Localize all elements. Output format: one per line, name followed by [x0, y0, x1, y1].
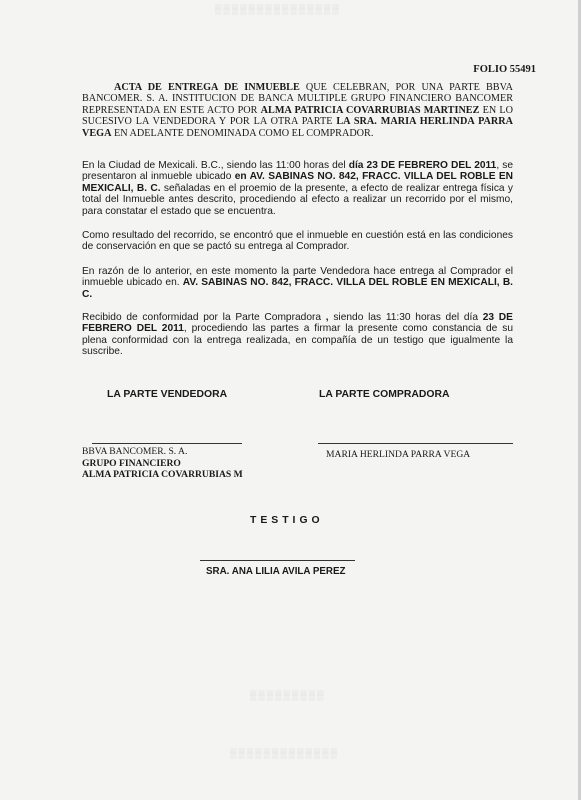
conformity-paragraph: Recibido de conformidad por la Parte Compradora , siendo las 11:30 horas del día 23 DE FEBRERO DEL 2011, procediendo las partes a firmar la presente como constancia de su plena conformidad con la entrega realizada, en compañía de un testigo que igualmente la suscribe.	[82, 312, 514, 358]
seller-signatory: BBVA BANCOMER. S. A. GRUPO FINANCIERO ALMA PATRICIA COVARRUBIAS M	[82, 446, 243, 481]
bleed-through-mark: ▒▒▒▒▒▒▒▒▒▒▒▒▒▒▒	[215, 4, 341, 14]
buyer-signature-title: LA PARTE COMPRADORA	[319, 389, 450, 400]
inspection-paragraph: Como resultado del recorrido, se encontró que el inmueble en cuestión está en las condiciones de conservación en que se pactó su entrega al Comprador.	[82, 230, 513, 253]
bleed-through-mark: ▒▒▒▒▒▒▒▒▒	[250, 690, 326, 700]
witness-signature-line	[200, 560, 355, 561]
witness-title: TESTIGO	[250, 515, 324, 526]
delivery-paragraph: En la Ciudad de Mexicali. B.C., siendo las 11:00 horas del día 23 DE FEBRERO DEL 2011, se presentaron al inmueble ubicado en AV. SABINAS NO. 842, FRACC. VILLA DEL ROBLE EN MEXICALI, B. C. señaladas en el proemio de la presente, a efecto de realizar entrega física y total del Inmueble antes descrito, procediendo al efecto a realizar un recorrido por el mismo, para constatar el estado que se encuentra.	[82, 160, 513, 217]
seller-signature-line	[92, 443, 242, 444]
folio-number: FOLIO 55491	[473, 64, 536, 75]
handover-paragraph: En razón de lo anterior, en este momento la parte Vendedora hace entrega al Comprador el inmueble ubicado en. AV. SABINAS NO. 842, FRACC. VILLA DEL ROBLE EN MEXICALI, B. C.	[82, 266, 514, 300]
buyer-signatory: MARIA HERLINDA PARRA VEGA	[326, 449, 471, 460]
act-title: ACTA DE ENTREGA DE INMUEBLE	[114, 82, 300, 93]
seller-signature-title: LA PARTE VENDEDORA	[107, 389, 228, 400]
bleed-through-mark: ▒▒▒▒▒▒▒▒▒▒▒▒▒	[230, 748, 339, 758]
witness-name: SRA. ANA LILIA AVILA PEREZ	[206, 566, 346, 577]
buyer-signature-line	[318, 443, 513, 444]
opening-paragraph: ACTA DE ENTREGA DE INMUEBLE QUE CELEBRAN, POR UNA PARTE BBVA BANCOMER. S. A. INSTITUCION DE BANCA MULTIPLE GRUPO FINANCIERO BANCOMER REPRESENTADA EN ESTE ACTO POR ALMA PATRICIA COVARRUBIAS MARTINEZ EN LO SUCESIVO LA VENDEDORA Y POR LA OTRA PARTE LA SRA. MARIA HERLINDA PARRA VEGA EN ADELANTE DENOMINADA COMO EL COMPRADOR.	[82, 82, 513, 139]
